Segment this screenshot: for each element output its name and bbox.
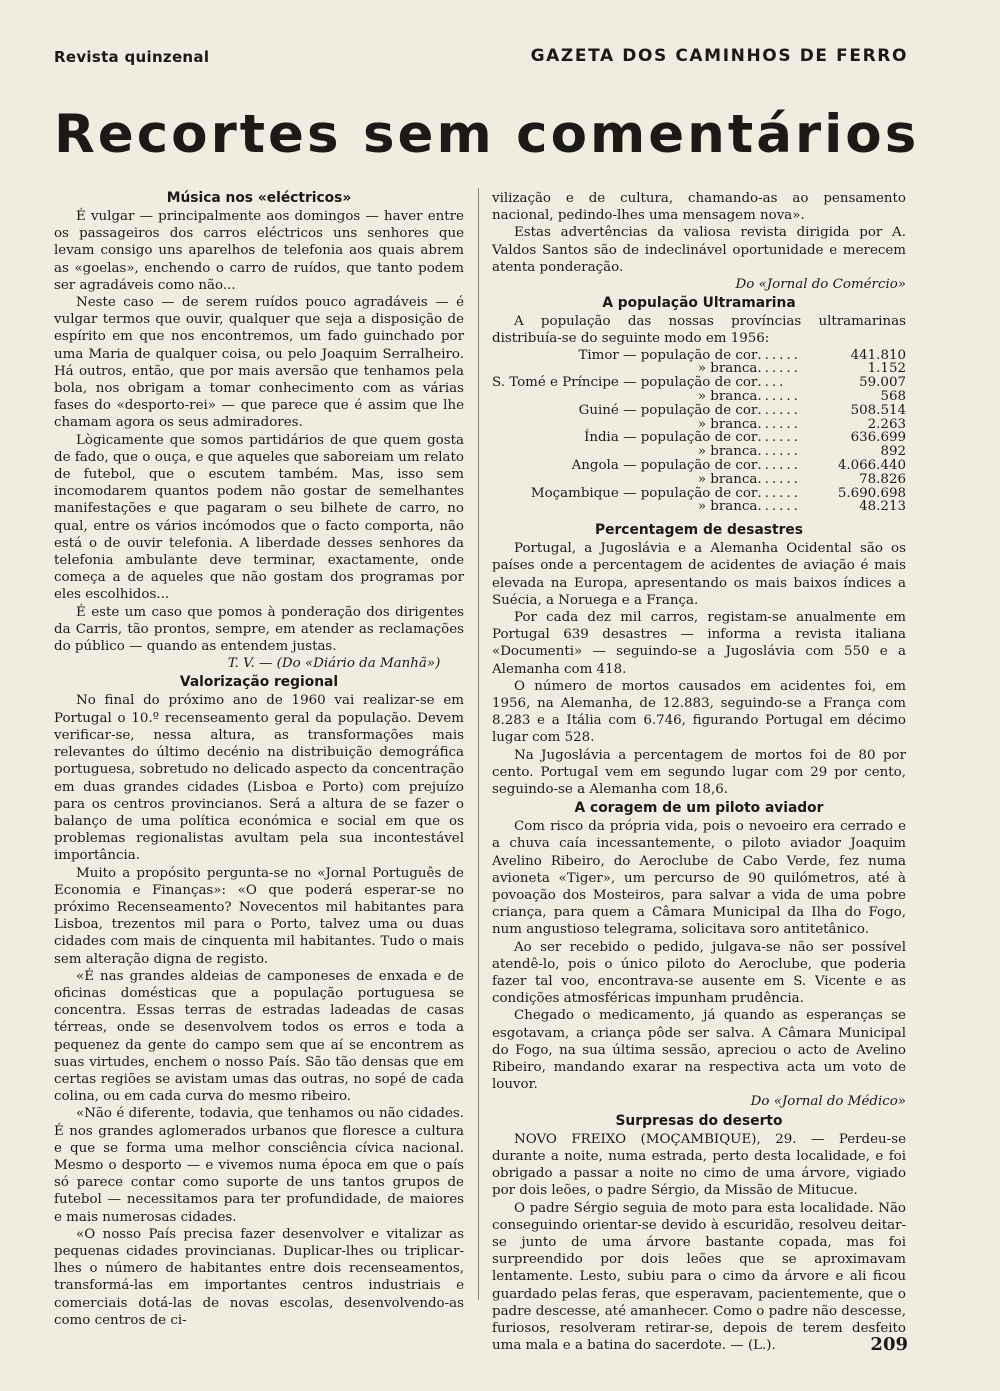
- paragraph: «Não é diferente, todavia, que tenhamos ou não cidades. É nos grandes aglomerados urbanos que floresce a cultura e que se forma uma melhor consciência cívica nacional. Mesmo o desporto — e vivemos numa época em que o país só parece contar como suporte de uns tantos grupos de futebol — necessitamos para ter profundidade, de maiores e mais numerosas cidades.: [54, 1106, 464, 1225]
- paragraph: Lògicamente que somos partidários de que quem gosta de fado, que o ouça, e que aqueles que saboreiam um relato de futebol, que o escutem também. Mas, isso sem incomodarem quantos podem não gostar de semelhantes manifestações e que pagaram o seu bilhete de carro, no qual, entre os vários incómodos que o facto comporta, não está o de ouvir telefonia. A liberdade desses senhores da telefonia ambulante deve terminar, exactamente, onde começa a de aqueles que não gostam dos programas por eles escolhidos...: [54, 432, 464, 603]
- row-value: 441.810: [850, 347, 906, 363]
- article-heading: Música nos «eléctricos»: [166, 190, 352, 206]
- leader-dots: ......: [757, 389, 801, 405]
- row-value: 892: [880, 444, 906, 460]
- row-value: 508.514: [850, 402, 906, 418]
- row-label: Índia — população de cor: [584, 430, 758, 446]
- row-value: 1.152: [867, 361, 906, 377]
- article-source: Do «Jornal do Médico»: [750, 1094, 906, 1110]
- table-row: [492, 487, 906, 501]
- article-heading: Valorização regional: [179, 674, 339, 691]
- paragraph: «O nosso País precisa fazer desenvolver e vitalizar as pequenas cidades provincianas. Duplicar-lhes ou triplicar-lhes o número de habitantes entre dois recenseamentos, transformá-las em importantes centros industriais e comerciais dotá-las de novas escolas, desenvolvendo-as como centros de ci-: [54, 1226, 464, 1328]
- row-value: 4.066.440: [837, 458, 906, 473]
- leader-dots: ......: [757, 430, 801, 446]
- table-row: [492, 431, 906, 445]
- article-musica: [54, 188, 464, 672]
- table-row: [492, 349, 906, 363]
- leader-dots: ......: [757, 361, 801, 377]
- row-value: 568: [880, 389, 906, 405]
- paragraph: É vulgar — principalmente aos domingos — haver entre os passageiros dos carros eléctricos uns senhores que levam consigo uns aparelhos de telefonia aos quais abrem as «goelas», enchendo o carro de ruídos, que tanto podem ser agradáveis como não...: [54, 209, 464, 293]
- table-row: [492, 404, 906, 418]
- page-number: 209: [870, 1334, 908, 1355]
- row-label: » branca: [697, 389, 758, 405]
- paragraph: Ao ser recebido o pedido, julgava-se não ser possível atendê-lo, pois o único piloto do Aeroclube, que poderia fazer tal voo, encontrava-se ausente em S. Vicente e as condições atmosféricas impunham prudência.: [492, 939, 906, 1007]
- paragraph: A população das nossas províncias ultramarinas distribuía-se do seguinte modo em 1956:: [492, 314, 906, 347]
- paragraph: Portugal, a Jugoslávia e a Alemanha Ocidental são os países onde a percentagem de acidentes de aviação é mais elevada na Europa, apresentando os mais baixos índices a Suécia, a Noruega e a França.: [492, 541, 906, 608]
- table-row: [492, 376, 906, 390]
- paragraph: É este um caso que pomos à ponderação dos dirigentes da Carris, tão prontos, sempre, em atender as reclamações do público — quando as entendem justas.: [54, 604, 464, 655]
- row-label: Angola — população de cor: [571, 458, 758, 473]
- leader-dots: ......: [757, 416, 801, 432]
- paragraph: Na Jugoslávia a percentagem de mortos foi de 80 por cento. Portugal vem em segundo lugar com 29 por cento, seguindo-se a Alemanha com 18,6.: [492, 747, 906, 798]
- article-desastres: [492, 520, 906, 798]
- leader-dots: ......: [757, 402, 801, 418]
- row-value: 48.213: [859, 499, 906, 515]
- row-label: S. Tomé e Príncipe — população de cor: [492, 375, 758, 391]
- column-divider: [478, 188, 479, 1300]
- page-title: Recortes sem comentários: [54, 104, 920, 165]
- row-value: 59.007: [859, 375, 906, 391]
- paragraph: Neste caso — de serem ruídos pouco agradáveis — é vulgar termos que ouvir, qualquer que seja a disposição de espírito em que nos encontremos, um fado guinchado por uma Maria de qualquer coisa, ou pelo Joaquim Serralheiro. Há outros, então, que por mais aversão que tenhamos pela bola, nos obrigam a tomar conhecimento com as várias fases do «desporto-rei» — que parece que é assim que lhe chamam agora os seus admiradores.: [54, 295, 464, 431]
- row-label: Timor — população de cor: [578, 347, 758, 363]
- table-row: [492, 500, 906, 514]
- paragraph: O padre Sérgio seguia de moto para esta localidade. Não conseguindo orientar-se devido à escuridão, resolveu deitar-se junto de uma árvore bastante copada, mas foi surpreendido por dois leões que se aproximavam lentamente. Lesto, subiu para o cimo da árvore e ali ficou guardado pelas feras, que esperavam, pacientemente, que o padre descesse, até amanhecer. Como o padre não descesse, furiosos, resolveram retirar-se, depois de terem desfeito uma mala e a batina do sacerdote. — (L.).: [492, 1200, 906, 1354]
- paragraph: NOVO FREIXO (MOÇAMBIQUE), 29. — Perdeu-se durante a noite, numa estrada, perto desta localidade, e foi obrigado a passar a noite no cimo de uma árvore, vigiado por dois leões, o padre Sérgio, da Missão de Mitucue.: [492, 1131, 906, 1199]
- paragraph: vilização e de cultura, chamando-as ao pensamento nacional, pedindo-lhes uma mensagem nova».: [492, 191, 906, 224]
- row-value: 5.690.698: [837, 485, 906, 501]
- table-row: [492, 473, 906, 487]
- row-label: Moçambique — população de cor: [530, 485, 758, 501]
- row-label: » branca: [697, 444, 758, 460]
- article-valorizacao: [54, 672, 464, 1329]
- article-heading: A coragem de um piloto aviador: [574, 800, 824, 817]
- article-deserto: [492, 1111, 906, 1355]
- row-value: 2.263: [867, 416, 906, 432]
- periodicity-label: Revista quinzenal: [54, 48, 210, 66]
- leader-dots: ......: [757, 444, 801, 460]
- row-label: » branca: [697, 416, 758, 432]
- leader-dots: ......: [757, 485, 801, 501]
- left-column: [54, 188, 464, 1329]
- article-heading: Surpresas do deserto: [615, 1112, 783, 1129]
- publication-name: GAZETA DOS CAMINHOS DE FERRO: [530, 46, 908, 66]
- row-label: » branca: [697, 361, 758, 377]
- leader-dots: ......: [757, 499, 801, 515]
- article-ultramarina: [492, 293, 906, 514]
- row-value: 78.826: [859, 471, 906, 487]
- paragraph: Por cada dez mil carros, registam-se anualmente em Portugal 639 desastres — informa a revista italiana «Documenti» — seguindo-se a Jugoslávia com 550 e a Alemanha com 418.: [492, 610, 906, 677]
- article-source: Do «Jornal do Comércio»: [735, 277, 906, 293]
- article-heading: A população Ultramarina: [602, 295, 796, 312]
- right-column: [492, 190, 906, 1354]
- row-label: » branca: [697, 499, 758, 515]
- table-row: [492, 459, 906, 473]
- row-label: Guiné — população de cor: [578, 402, 758, 418]
- table-row: [492, 362, 906, 376]
- leader-dots: ......: [757, 347, 801, 363]
- row-label: » branca: [697, 471, 758, 487]
- leader-dots: ......: [757, 471, 801, 487]
- table-row: [492, 390, 906, 404]
- paragraph: «É nas grandes aldeias de camponeses de enxada e de oficinas domésticas que a população portuguesa se concentra. Essas terras de estradas ladeadas de casas térreas, onde se desenvolvem todos os erros e toda a pequenez da gente do campo sem que aí se encontrem as suas virtudes, enchem o nosso País. São tão densas que em certas regiões se avistam umas das outras, no sopé de cada colina, ou em cada curva do mesmo ribeiro.: [54, 968, 464, 1105]
- article-piloto: [492, 798, 906, 1110]
- row-value: 636.699: [850, 430, 906, 446]
- paragraph: Estas advertências da valiosa revista dirigida por A. Valdos Santos são de indeclinável oportunidade e merecem atenta ponderação.: [492, 225, 906, 275]
- article-signature: T. V. — (Do «Diário da Manhã»): [227, 656, 441, 672]
- paragraph: Com risco da própria vida, pois o nevoeiro era cerrado e a chuva caía incessantemente, o piloto aviador Joaquim Avelino Ribeiro, do Aeroclube de Cabo Verde, fez numa avioneta «Tiger», um percurso de 90 quilómetros, até à povoação dos Mosteiros, para salvar a vida de uma pobre criança, para quem a Câmara Municipal da Ilha do Fogo, num angustioso telegrama, solicitava soro antitetânico.: [492, 819, 906, 938]
- paragraph: O número de mortos causados em acidentes foi, em 1956, na Alemanha, de 12.883, seguindo-se a França com 8.283 e a Itália com 6.746, figurando Portugal em décimo lugar com 528.: [492, 678, 906, 746]
- paragraph: Chegado o medicamento, já quando as esperanças se esgotavam, a criança pôde ser salva. A Câmara Municipal do Fogo, na sua última sessão, apreciou o acto de Avelino Ribeiro, mandando exarar na respectiva acta um voto de louvor.: [492, 1008, 906, 1093]
- table-row: [492, 445, 906, 459]
- running-head: [54, 46, 908, 70]
- paragraph: No final do próximo ano de 1960 vai realizar-se em Portugal o 10.º recenseamento geral da população. Devem verificar-se, nessa altura, as transformações mais relevantes do último decénio na distribuição demográfica portuguesa, sobretudo no delicado aspecto da concentração em duas grandes cidades (Lisboa e Porto) com prejuízo para os centros provincianos. Será a altura de se fazer o balanço de uma política económica e social em que os problemas regionalistas avultam pela sua incontestável importância.: [54, 693, 464, 864]
- paragraph: Muito a propósito pergunta-se no «Jornal Português de Economia e Finanças»: «O que poderá esperar-se no próximo Recenseamento? Novecentos mil habitantes para Lisboa, trezentos mil para o Porto, talvez uma ou duas cidades com mais de cinquenta mil habitantes. Tudo o mais sem alteração digna de registo.: [54, 865, 464, 967]
- leader-dots: ....: [757, 375, 787, 391]
- article-continuation: [492, 190, 906, 293]
- article-heading: Percentagem de desastres: [595, 522, 803, 539]
- leader-dots: ......: [757, 458, 801, 473]
- population-table: [492, 349, 906, 515]
